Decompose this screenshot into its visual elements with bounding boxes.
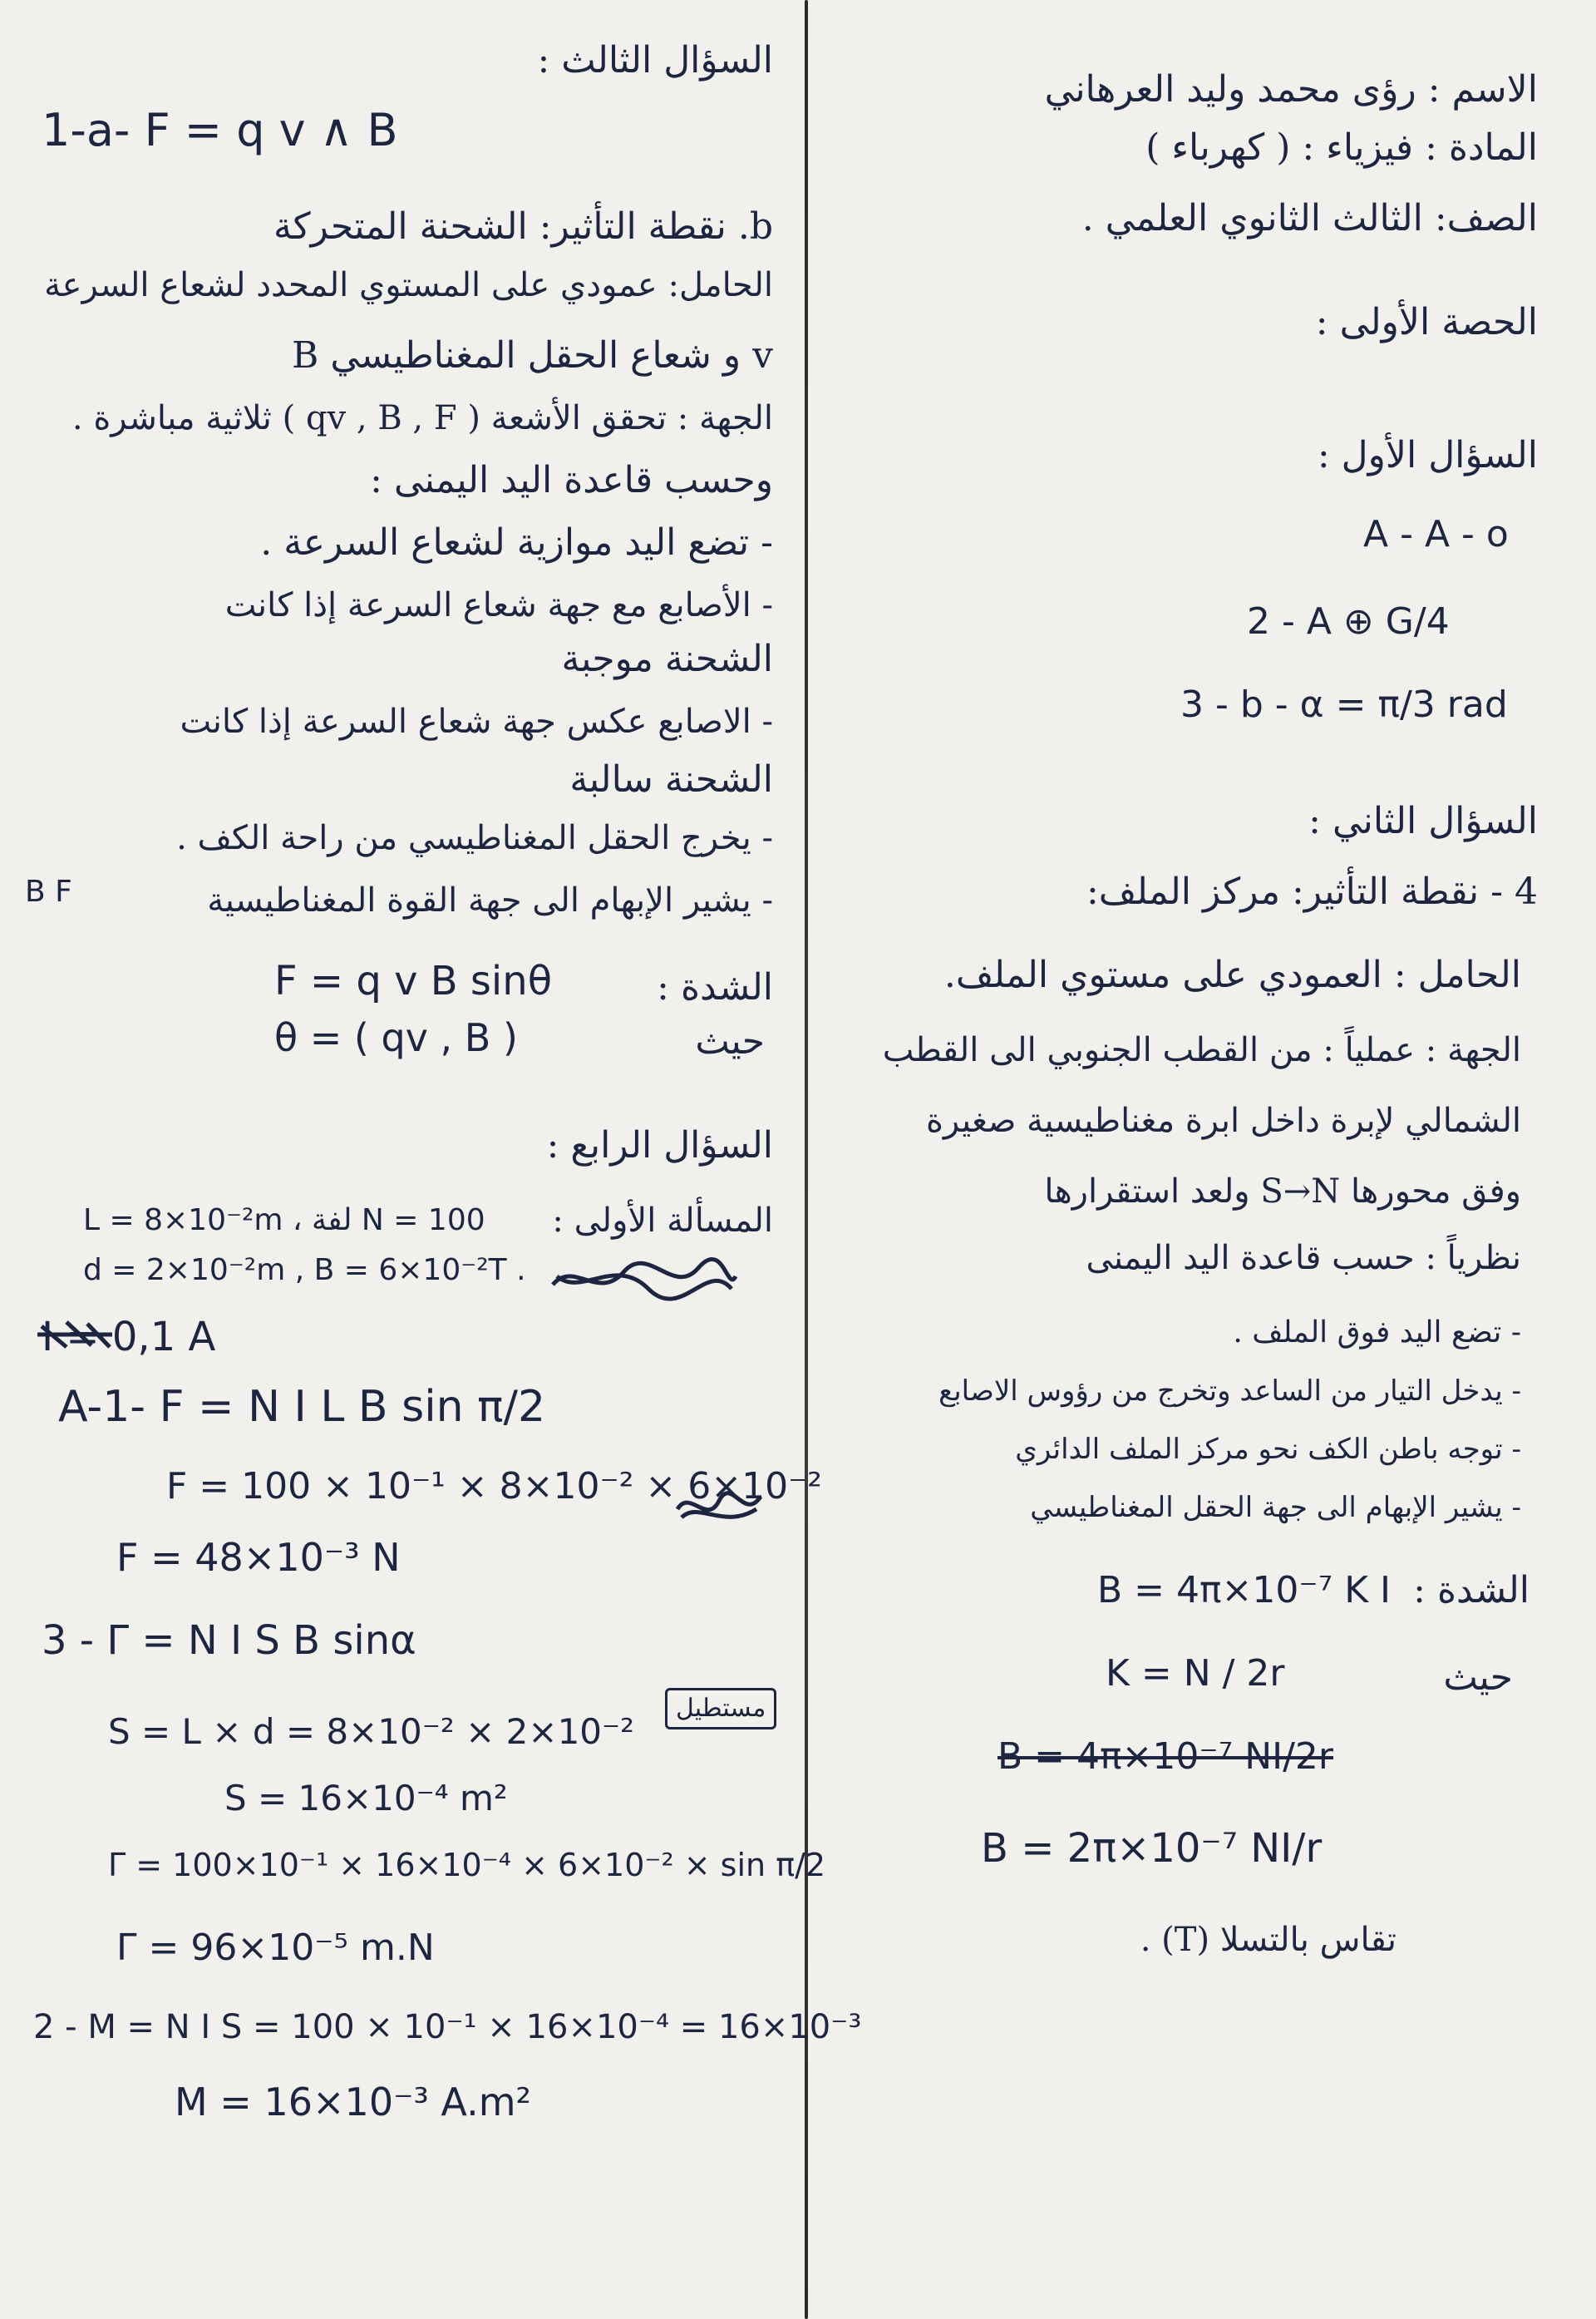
q3-side-vector-note: B F bbox=[25, 875, 72, 909]
q3-line-12: - يشير الإبهام الى جهة القوة المغناطيسية bbox=[207, 881, 773, 920]
q2-line-9: - توجه باطن الكف نحو مركز الملف الدائري bbox=[1015, 1433, 1521, 1466]
question-1-title: السؤال الأول : bbox=[1317, 434, 1538, 476]
rectangle-note-box: مستطيل bbox=[665, 1688, 776, 1729]
q2-magnitude-formula: B = 4π×10⁻⁷ K I bbox=[1097, 1569, 1392, 1611]
q3-line-8: الشحنة موجبة bbox=[561, 638, 773, 680]
subject-line: المادة : فيزياء : ( كهرباء ) bbox=[1145, 126, 1538, 169]
q2-where-label: حيث bbox=[1443, 1656, 1513, 1699]
student-name: الاسم : رؤى محمد وليد العرهاني bbox=[1044, 68, 1538, 111]
q4-b-step-3: S = 16×10⁻⁴ m² bbox=[224, 1778, 508, 1818]
q1-answer-1: A - A - o bbox=[1363, 513, 1509, 555]
q3-line-9: - الاصابع عكس جهة شعاع السرعة إذا كانت bbox=[180, 703, 773, 741]
q3-line-5: وحسب قاعدة اليد اليمنى : bbox=[370, 459, 773, 501]
session-heading: الحصة الأولى : bbox=[1315, 301, 1538, 343]
q4-given-label: المسألة الأولى : bbox=[552, 1201, 773, 1240]
q4-c-step-1: 2 - M = N I S = 100 × 10⁻¹ × 16×10⁻⁴ = 16×10⁻³ bbox=[33, 2008, 862, 2046]
q3-line-10: الشحنة سالبة bbox=[569, 758, 773, 801]
q2-line-10: - يشير الإبهام الى جهة الحقل المغناطيسي bbox=[1030, 1491, 1521, 1524]
q3-magnitude-formula: F = q v B sinθ bbox=[274, 958, 553, 1004]
q3-magnitude-label: الشدة : bbox=[657, 966, 773, 1009]
left-column bbox=[17, 0, 862, 2319]
q2-line-6: نظرياً : حسب قاعدة اليد اليمنى bbox=[1086, 1239, 1521, 1277]
question-3-title: السؤال الثالث : bbox=[537, 39, 773, 81]
grade-line: الصف: الثالث الثانوي العلمي . bbox=[1081, 197, 1538, 239]
q2-magnitude-label: الشدة : bbox=[1413, 1569, 1530, 1611]
q4-current: I = 0,1 A bbox=[42, 1314, 216, 1360]
q2-line-5: وفق محورها S→N ولعد استقرارها bbox=[1044, 1172, 1521, 1211]
q2-line-4: الشمالي لإبرة داخل ابرة مغناطيسية صغيرة bbox=[925, 1102, 1521, 1140]
q2-line-1: 4 - نقطة التأثير: مركز الملف: bbox=[1086, 871, 1538, 913]
q3-line-11: - يخرج الحقل المغناطيسي من راحة الكف . bbox=[176, 819, 773, 857]
q4-given-2: d = 2×10⁻²m , B = 6×10⁻²T . bbox=[83, 1253, 526, 1287]
q4-a-step-1: A-1- F = N I L B sin π/2 bbox=[58, 1382, 546, 1432]
q4-b-step-5: Γ = 96×10⁻⁵ m.N bbox=[116, 1927, 435, 1969]
column-divider bbox=[805, 0, 808, 2319]
q2-line-8: - يدخل التيار من الساعد وتخرج من رؤوس الاصابع bbox=[938, 1374, 1521, 1408]
q3-line-3: v و شعاع الحقل المغناطيسي B bbox=[292, 334, 773, 377]
question-4-title: السؤال الرابع : bbox=[546, 1124, 773, 1167]
q2-unit-line: تقاس بالتسلا (T) . bbox=[1140, 1921, 1396, 1959]
q4-a-step-2: F = 100 × 10⁻¹ × 8×10⁻² × 6×10⁻² bbox=[166, 1465, 822, 1507]
q4-b-step-1: 3 - Γ = N I S B sinα bbox=[42, 1617, 416, 1664]
q3-lorentz-equation: 1-a- F = q v ∧ B bbox=[42, 104, 398, 156]
q4-b-step-4: Γ = 100×10⁻¹ × 16×10⁻⁴ × 6×10⁻² × sin π/2 bbox=[108, 1847, 826, 1883]
scribble-mark bbox=[33, 1314, 116, 1355]
q4-given-1: L = 8×10⁻²m ، لفة N = 100 bbox=[83, 1203, 485, 1237]
scribble-mark bbox=[673, 1484, 765, 1530]
q3-line-1: b. نقطة التأثير: الشحنة المتحركة bbox=[273, 205, 773, 248]
q2-line-2: الحامل : العمودي على مستوي الملف. bbox=[943, 954, 1521, 996]
q1-answer-3: 3 - b - α = π/3 rad bbox=[1180, 683, 1508, 726]
q3-line-6: - تضع اليد موازية لشعاع السرعة . bbox=[260, 521, 773, 564]
q3-where-label: حيث bbox=[695, 1020, 765, 1063]
q3-line-2: الحامل: عمودي على المستوي المحدد لشعاع السرعة bbox=[44, 266, 773, 304]
right-column bbox=[831, 0, 1563, 2319]
q2-k-formula: K = N / 2r bbox=[1106, 1652, 1285, 1695]
q2-line-7: - تضع اليد فوق الملف . bbox=[1233, 1315, 1521, 1349]
q1-answer-2: 2 - A ⊕ G/4 bbox=[1247, 600, 1450, 643]
q4-c-step-2: M = 16×10⁻³ A.m² bbox=[175, 2080, 531, 2124]
q2-line-3: الجهة : عملياً : من القطب الجنوبي الى القطب bbox=[882, 1031, 1521, 1069]
question-2-title: السؤال الثاني : bbox=[1308, 800, 1538, 842]
q2-crossed-formula: B = 4π×10⁻⁷ NI/2r bbox=[998, 1735, 1334, 1778]
q3-theta-formula: θ = ( qv , B ) bbox=[274, 1015, 518, 1060]
q4-b-step-2: S = L × d = 8×10⁻² × 2×10⁻² bbox=[108, 1711, 635, 1752]
q3-line-7: - الأصابع مع جهة شعاع السرعة إذا كانت bbox=[224, 586, 773, 624]
q2-result-formula: B = 2π×10⁻⁷ NI/r bbox=[981, 1825, 1323, 1872]
scribble-mark bbox=[549, 1251, 740, 1310]
q4-a-step-3: F = 48×10⁻³ N bbox=[116, 1535, 401, 1580]
q3-line-4: الجهة : تحقق الأشعة ( qv , B , F ) ثلاثية مباشرة . bbox=[71, 399, 773, 437]
